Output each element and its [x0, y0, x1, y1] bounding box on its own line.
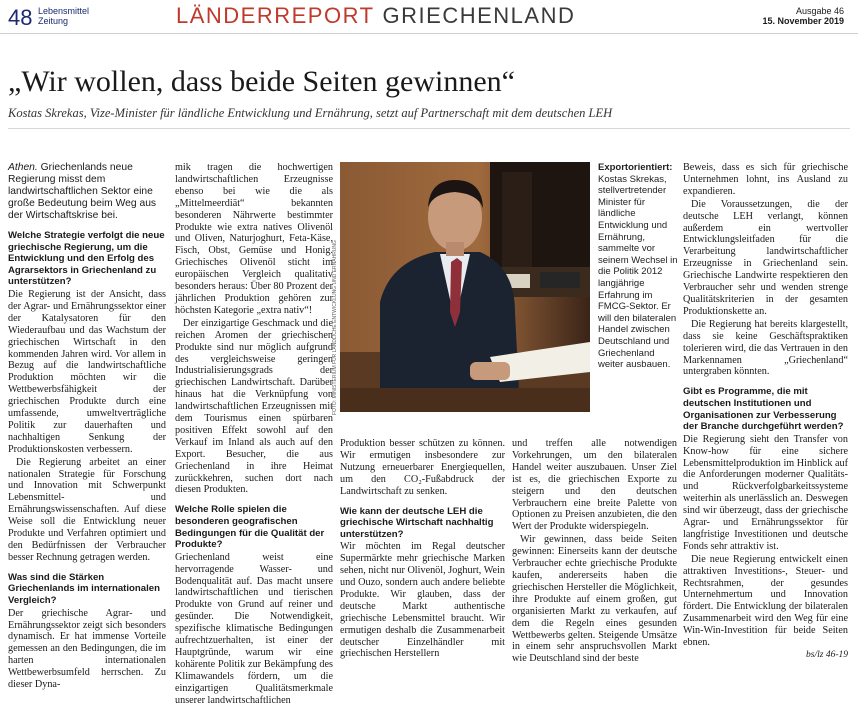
paragraph: Der einzigartige Geschmack und die reichen Aromen der griechischen Produkte sind nur möglich aufgrund des vergleichsweise geringen Industrialisierungsgrads der griechischen Landwirtschaft. Darüber hinaus hat die Verknüpfung von landwirtschaftlichen Erzeugnissen mit dem Tourismus einen spürbaren positiven Effekt sowohl auf den Verkauf im Inland als auch auf den Export. Besucher, die aus Griechenland in ihre Heimat zurückkehren, suchen dort nach diesen Produkten. [175, 317, 333, 496]
lead-text: Griechenlands neue Regierung misst dem landwirtschaftlichen Sektor eine große Bedeutung beim Weg aus der Wirtschaftskrise bei. [8, 162, 157, 221]
photo-credit: FOTO: MINISTERIUM FÜR LÄNDLICHE ENTWICKLUNG UND ERNÄHRUNG [332, 240, 338, 415]
portrait-illustration [340, 162, 590, 412]
column-2 [175, 162, 333, 706]
question-1: Welche Strategie verfolgt die neue griechische Regierung, um die Entwicklung und den Erfolg des Agrarsektors in Griechenland zu unterstützen? [8, 230, 165, 288]
caption-title: Exportorientiert: [598, 162, 673, 173]
newspaper-name [38, 6, 98, 26]
column-1 [8, 162, 166, 691]
paragraph: Griechenland weist eine hervorragende Wasser- und Bodenqualität auf. Das macht unsere landwirtschaftlichen und tierischen Produkte von Grund auf reiner und gesünder. Die Notwendigkeit, spezifische klimatische Bedingungen aufrechtzuerhalten, ist einer der Hauptgründe, warum wir eine kohärente Politik zur Bekämpfung des Klimawandels fördern, um die einzigartigen Qualitätsmerkmale unserer landwirtschaftlichen [175, 551, 333, 706]
question-4: Wie kann der deutsche LEH die griechische Wirtschaft nachhaltig unterstützen? [340, 505, 494, 540]
paragraph: und treffen alle notwendigen Vorkehrungen, um den bilateralen Handel weiter auszubauen. Unser Ziel ist es, die griechischen Exporte zu steigern und den deutschen Verbrauchern eine breite Palette von Optionen zu Preisen anzubieten, die den Wert der Produkte widerspiegeln. [512, 438, 677, 533]
paragraph: Die Regierung ist der Ansicht, dass der Agrar- und Ernährungssektor einer der Katalysatoren für den Wiederaufbau und das Wachstum der griechischen Wirtschaft in den kommenden Jahren wird. Vor allem in Bezug auf die landwirtschaftliche Produktion möchten wir die Wettbewerbsfähigkeit der griechischen Produkte durch eine umfassende, umweltverträgliche Politik zur dauerhaften und nachhaltigen Senkung der Produktionskosten verbessern. [8, 288, 166, 455]
paragraph: Wir möchten im Regal deutscher Supermärkte mehr griechische Marken sehen, nicht nur Olivenöl, Joghurt, Wein und Ouzo, sondern auch andere beliebte Produkte. Wir glauben, dass der deutsche Markt authentische griechische Lebensmittel braucht. Wir ermutigen deshalb die Zusammenarbeit deutscher Einzelhändler mit griechischen Herstellern [340, 541, 505, 660]
question-5: Gibt es Programme, die mit deutschen Institutionen und Organisationen zur Verbesserung der Branche durchgeführt werden? [683, 386, 844, 433]
newspaper-name-line2: Zeitung [38, 16, 69, 26]
column-3 [340, 438, 505, 668]
rubric-grey: GRIECHENLAND [382, 3, 576, 28]
issue-number: Ausgabe 46 [795, 6, 844, 16]
section-rubric [176, 3, 575, 29]
page-number: 48 [8, 5, 33, 30]
column-5 [683, 162, 848, 668]
photo-caption [598, 162, 678, 371]
portrait-photo [340, 162, 590, 412]
paragraph: Die Regierung hat bereits klargestellt, dass sie keine Geschäftspraktiken tolerieren wird, die das Vertrauen in den Markennamen „Griechenland“ untergraben könnten. [683, 318, 848, 378]
rubric-red: LÄNDERREPORT [176, 3, 375, 28]
caption-text: Kostas Skrekas, stellvertretender Minister für ländliche Entwicklung und Ernährung, sammelte vor seinem Wechsel in die Politik 2012 langjährige Erfahrung im FMCG-Sektor. Er will den bilateralen Handel zwischen Deutschland und Griechenland weiter ausbauen. [598, 173, 678, 371]
headline: „Wir wollen, dass beide Seiten gewinnen“ [8, 65, 515, 98]
paragraph: Produktion besser schützen zu können. Wir ermutigen insbesondere zur Nutzung erneuerbarer Energiequellen, um den CO₂-Fußabdruck der Landwirtschaft zu senken. [340, 438, 505, 497]
newspaper-name-line1: Lebensmittel [38, 6, 90, 16]
paragraph: Die neue Regierung entwickelt einen attraktiven Investitions-, Steuer- und Rechtsrahmen, der gesundes Unternehmertum und Innovation fördert. Die Entwicklung der bilateralen Zusammenarbeit wird den Weg für eine Win-Win-Investition für beide Seiten ebnen. [683, 553, 848, 649]
dateline: Athen. [8, 162, 38, 173]
paragraph: Die Regierung sieht den Transfer von Know-how für eine sichere Lebensmittelproduktion im Hinblick auf die Anforderungen moderner Qualitäts- und Rückverfolgbarkeitssysteme weiterhin als unerlässlich an. Deswegen sind wir überzeugt, dass der griechische Agrar- und Ernährungssektor für langfristige Investitionen und deutsche Fonds sehr attraktiv ist. [683, 433, 848, 552]
paragraph: mik tragen die hochwertigen landwirtschaftlichen Erzeugnisse ebenso bei wie die als „Mittelmeerdiät“ bekannten besonderen Nährwerte bestimmter Produkte wie extra natives Olivenöl und Oliven, Naturjoghurt, Feta-Käse, Fisch, Obst, Gemüse und Honig. Griechisches Olivenöl sticht im europäischen Vergleich qualitativ besonders heraus: Über 80 Prozent der jährlichen Produktion gehören zur höchsten Kategorie „extra nativ“! [175, 162, 333, 316]
lead-paragraph [8, 162, 166, 222]
deck: Kostas Skrekas, Vize-Minister für ländliche Entwicklung und Ernährung, setzt auf Partnerschaft mit dem deutschen LEH [8, 106, 613, 120]
author-signature: bs/lz 46-19 [806, 650, 848, 660]
issue-date: 15. November 2019 [762, 16, 844, 26]
paragraph: Beweis, dass es sich für griechische Unternehmen lohnt, ins Ausland zu expandieren. [683, 162, 848, 197]
column-4 [512, 438, 677, 668]
paragraph: Die Voraussetzungen, die der deutsche LEH verlangt, können außerdem ein wertvoller Entwicklungsleitfaden für die Verarbeitung landwirtschaftlicher Erzeugnisse in Griechenland sein. Griechische Landwirte respektieren den Verbraucher sehr und wenden strenge Qualitätskriterien in der gesamten Produktionskette an. [683, 198, 848, 317]
divider [8, 128, 850, 129]
issue-info [762, 6, 844, 26]
question-3: Welche Rolle spielen die besonderen geografischen Bedingungen für die Qualität der Produkte? [175, 504, 325, 551]
paragraph: Wir gewinnen, dass beide Seiten gewinnen: Einerseits kann der deutsche Verbraucher echte griechische Produkte kaufen, andererseits haben die griechischen Hersteller die Möglichkeit, ihre Produkte auf einem großen, gut organisierten Markt zu verkaufen, auf dem die Regeln eines gesunden Wettbewerbs gelten. Steigende Umsätze in einem sehr anspruchsvollen Markt wie Deutschland sind der beste [512, 534, 677, 665]
paragraph: Die Regierung arbeitet an einer nationalen Strategie für Forschung und Innovation mit Schwerpunkt Lebensmittel- und Ernährungswissenschaften. Auf diese Weise soll die Entwicklung neuer Produkte und Verfahren optimiert und den Bedürfnissen der Verbraucher besser Rechnung getragen werden. [8, 456, 166, 563]
paragraph: Der griechische Agrar- und Ernährungssektor zeigt sich besonders dynamisch. Er hat immense Vorteile gemessen an den Bedingungen, die im harten internationalen Wettbewerbsumfeld herrschen. Zu dieser Dyna- [8, 607, 166, 691]
question-2: Was sind die Stärken Griechenlands im internationalen Vergleich? [8, 571, 160, 606]
